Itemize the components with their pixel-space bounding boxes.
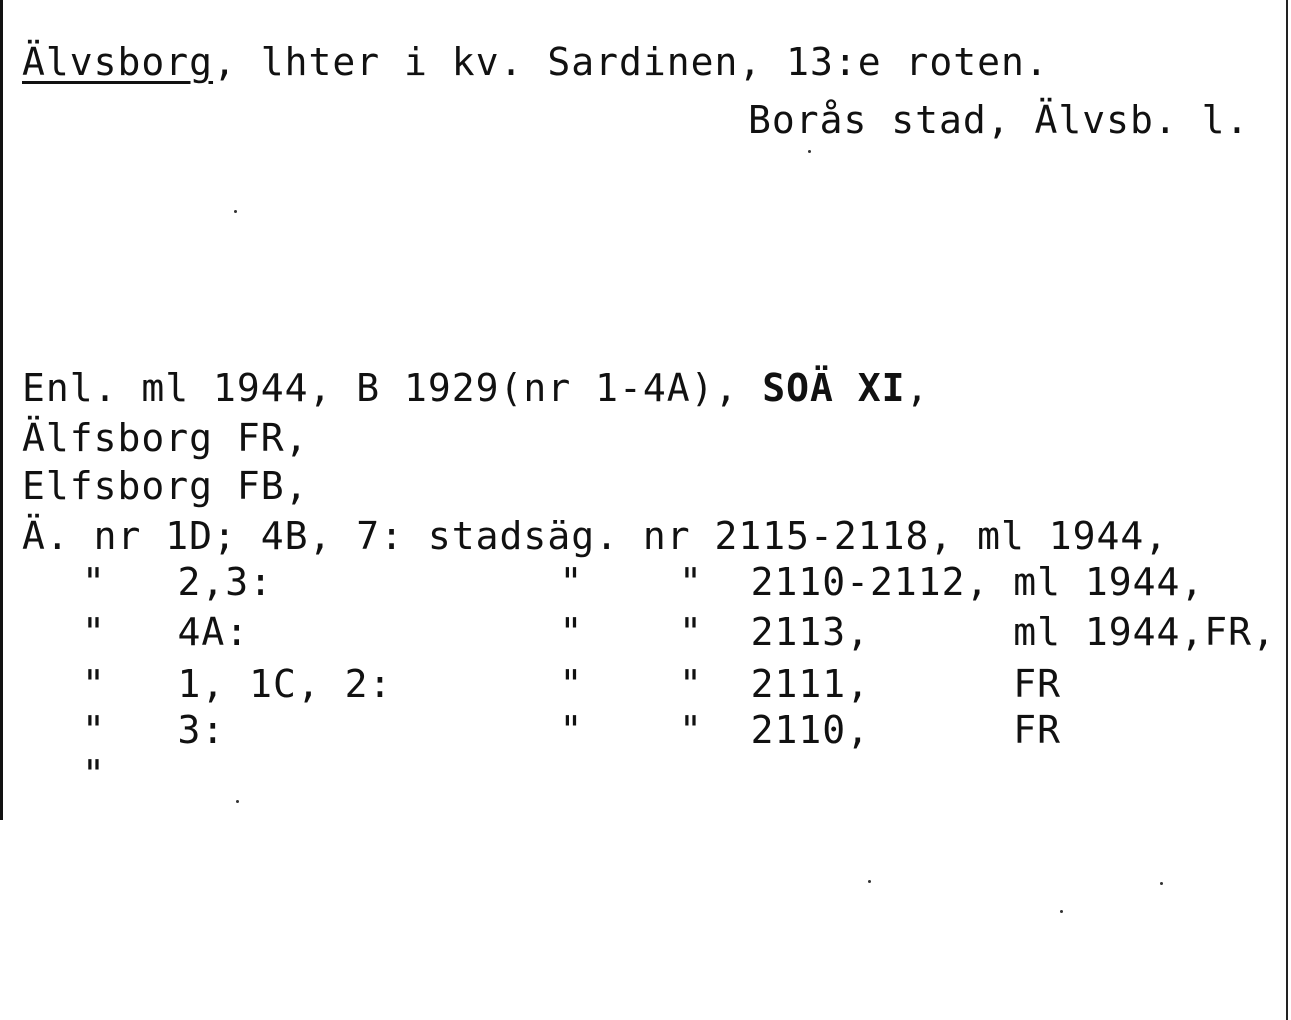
paper-speck — [234, 210, 237, 213]
source-line-1-bold: SOÄ XI — [762, 366, 906, 410]
source-line-2: Älfsborg FR, — [22, 416, 309, 460]
record-row-2: " 2,3: " " 2110-2112, ml 1944, — [82, 560, 1205, 604]
heading-name: Älvsborg — [22, 40, 214, 84]
source-line-1-suffix: , — [905, 366, 930, 410]
record-row-4: " 1, 1C, 2: " " 2111, FR — [82, 662, 1061, 706]
paper-speck — [1060, 910, 1063, 913]
card-heading — [22, 40, 1049, 84]
heading-rest: , lhter i kv. Sardinen, 13:e roten. — [213, 40, 1049, 84]
record-row-6: " — [82, 752, 106, 796]
card-right-edge — [1286, 0, 1288, 1020]
paper-speck — [236, 800, 239, 803]
card-left-edge — [0, 0, 3, 820]
source-line-3: Elfsborg FB, — [22, 464, 309, 508]
record-row-5: " 3: " " 2110, FR — [82, 708, 1061, 752]
record-row-3: " 4A: " " 2113, ml 1944,FR, — [82, 610, 1276, 654]
paper-speck — [868, 880, 871, 883]
record-row-1: Ä. nr 1D; 4B, 7: stadsäg. nr 2115-2118, ml 1944, — [22, 514, 1169, 558]
heading-location: Borås stad, Älvsb. l. — [748, 98, 1250, 142]
paper-speck — [808, 150, 811, 153]
source-line-1 — [22, 366, 929, 410]
paper-speck — [1160, 882, 1163, 885]
source-line-1-prefix: Enl. ml 1944, B 1929(nr 1-4A), — [22, 366, 763, 410]
